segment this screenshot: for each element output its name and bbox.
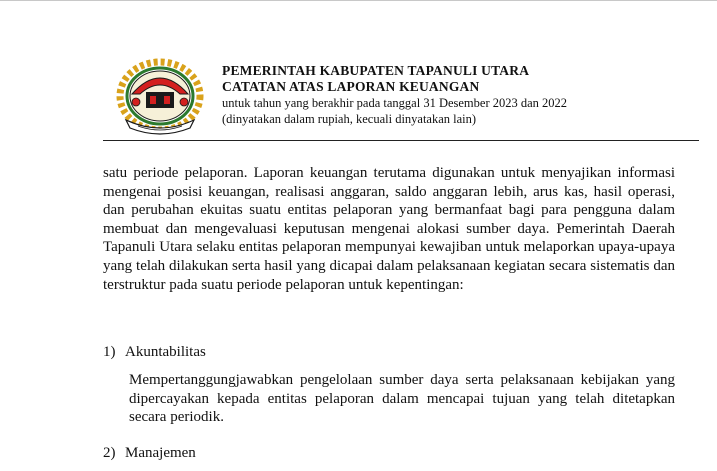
document-header: [222, 63, 567, 127]
regency-emblem-icon: [112, 56, 208, 138]
list-item-accountability-description: [129, 371, 675, 427]
list-title: Manajemen: [125, 445, 196, 461]
list-description: Mempertanggungjawabkan pengelolaan sumber daya serta pelaksanaan kebijakan yang dipercayakan kepada entitas pelaporan dalam mencapai tujuan yang telah ditetapkan secara periodik.: [129, 372, 675, 426]
body-paragraph-block: [103, 164, 675, 294]
header-government-name: PEMERINTAH KABUPATEN TAPANULI UTARA: [222, 63, 530, 78]
list-item-accountability: [103, 343, 206, 362]
list-number: 1): [103, 344, 116, 360]
list-title: Akuntabilitas: [125, 344, 206, 360]
header-currency-note: (dinyatakan dalam rupiah, kecuali dinyatakan lain): [222, 112, 477, 126]
header-period: untuk tahun yang berakhir pada tanggal 31 Desember 2023 dan 2022: [222, 96, 568, 110]
list-item-management: [103, 444, 196, 463]
body-paragraph: satu periode pelaporan. Laporan keuangan terutama digunakan untuk menyajikan informasi mengenai posisi keuangan, realisasi anggaran, saldo anggaran lebih, arus kas, hasil operasi, dan perubahan ekuitas suatu entitas pelaporan yang bermanfaat bagi para pengguna dalam membuat dan mengevaluasi keputusan mengenai alokasi sumber daya. Pemerintah Daerah Tapanuli Utara selaku entitas pelaporan mempunyai kewajiban untuk melaporkan upaya-upaya yang telah dilakukan serta hasil yang dicapai dalam pelaksanaan kegiatan secara sistematis dan terstruktur pada suatu periode pelaporan untuk kepentingan:: [103, 165, 675, 293]
list-number: 2): [103, 445, 116, 461]
header-report-title: CATATAN ATAS LAPORAN KEUANGAN: [222, 79, 480, 94]
header-divider: [103, 140, 699, 141]
